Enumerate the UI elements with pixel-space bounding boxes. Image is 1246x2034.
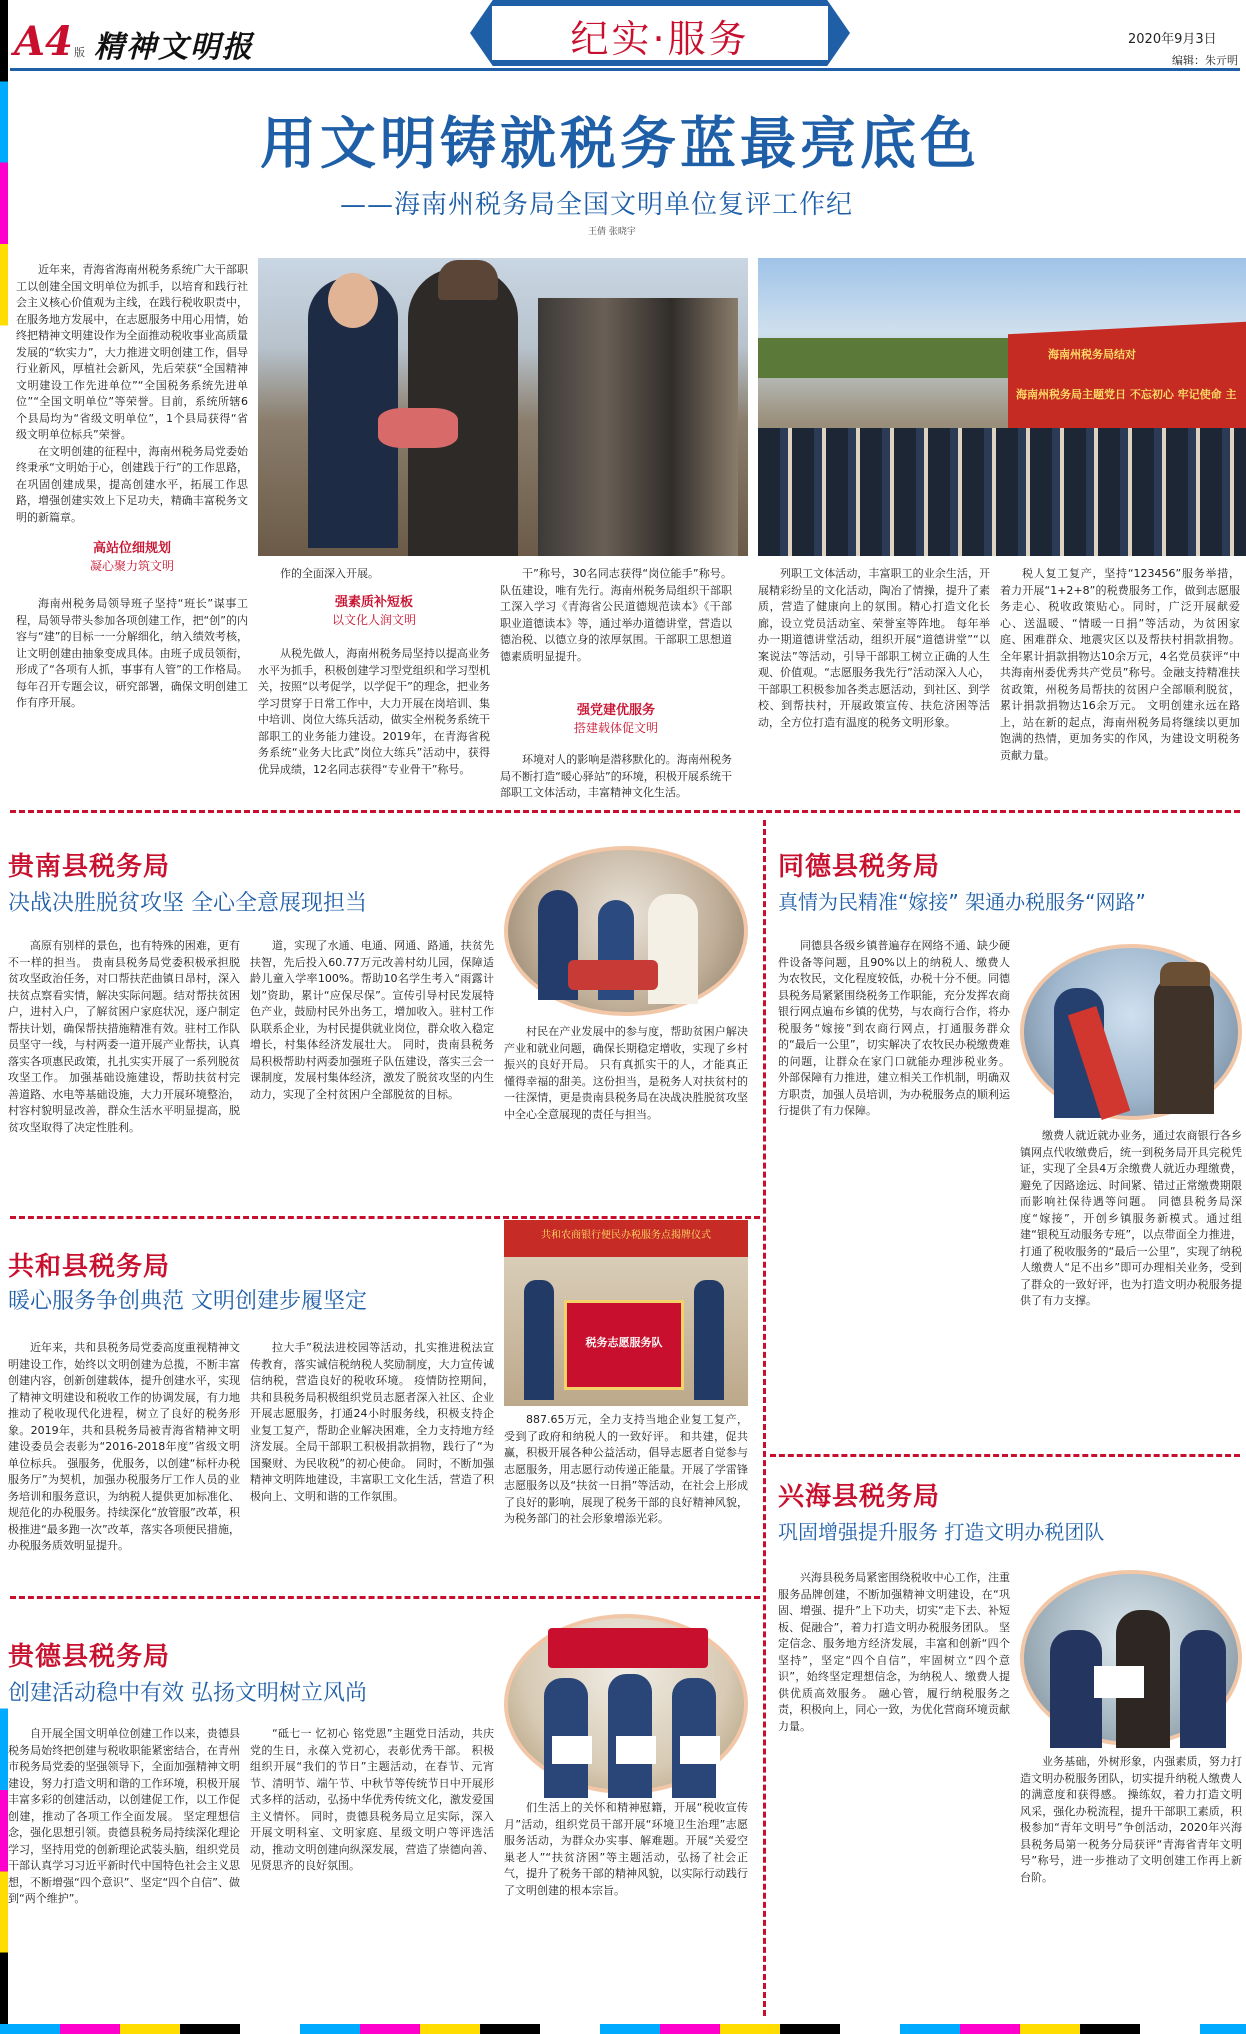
gh-subtitle: 暖心服务争创典范 文明创建步履坚定 bbox=[8, 1289, 367, 1314]
tr-title: 同德县税务局 bbox=[778, 852, 941, 882]
top-col1 bbox=[16, 540, 248, 575]
paper-name: 精神文明报 bbox=[94, 30, 254, 65]
gd-title: 贵德县税务局 bbox=[8, 1642, 171, 1672]
divider-vertical bbox=[763, 820, 766, 2016]
top-col5-text: 税人复工复产，坚持“123456”服务举措，着力开展“1+2+8”的税费服务工作，做到志愿服务走心、税收政策贴心。同时，广泛开展献爱心、送温暖、“情暖一日捐”等活动，为贫困家庭、困难群众、地震灾区以及帮扶村捐款捐物。全年累计捐款捐物达10余万元，4名党员获评“中共海南州委优秀共产党员”称号。金融支持精准扶贫政策，州税务局帮扶的贫困户全部顺利脱贫，累计捐款捐物达16余万元。 文明创建永远在路上，站在新的起点，海南州税务局将继续以更加饱满的热情，更加务实的作风，为建设文明税务贡献力量。 bbox=[1000, 567, 1240, 762]
top-col2-text: 从税先做人，海南州税务局坚持以提高业务水平为抓手，积极创建学习型党组织和学习型机关，按照“以考促学，以学促干”的理念，把业务学习贯穿于日常工作中，大力开展在岗培训、集中培训、岗位大练兵活动，做实全州税务系统干部职工的业务能力建设。2019年，在青海省税务系统“业务大比武”岗位大练兵”活动中，获得优异成绩，12名同志获得“专业骨干”称号。 bbox=[258, 647, 490, 776]
divider-gn bbox=[10, 1216, 760, 1219]
gh-banner-text: 共和农商银行便民办税服务点揭牌仪式 bbox=[541, 1230, 711, 1241]
editor: 编辑：朱亓明 bbox=[1172, 54, 1238, 67]
top-col1-text: 海南州税务局领导班子坚持“班长”谋事工程，局领导带头参加各项创建工作，把“创”的内容与“建”的目标一一分解细化，纳入绩效考核，让文明创建由抽象变成具体。由班子成员领衔，形成了“各项有人抓，事事有人管”的工作格局。每年召开专题会议，研究部署，确保文明创建工作有序开展。 bbox=[16, 597, 248, 709]
subhead-2: 强素质补短板 bbox=[334, 595, 413, 610]
section-title: 纪实·服务 bbox=[570, 17, 750, 61]
gn-title: 贵南县税务局 bbox=[8, 852, 171, 882]
photo-gd-circle bbox=[504, 1614, 748, 1794]
subhead-3: 强党建优服务 bbox=[576, 703, 655, 718]
tr-col1: 同德县各级乡镇普遍存在网络不通、缺少硬件设备等问题，且90%以上的纳税人、缴费人为农牧民，文化程度较低，办税十分不便。同德县税务局紧紧围绕税务工作职能，充分发挥农商银行网点遍布乡镇的优势，与农商行合作，将办税服务“嫁接”到农商行网点，打通服务群众的“最后一公里”，切实解决了农牧民办税缴费难的问题，让群众在家门口就能办理涉税业务。 外部保障有力推进，建立相关工作机制，明确双方职责，加强人员培训，为办税服务点的顺利运行提供了有力保障。 bbox=[778, 939, 1010, 1117]
xh-col2: 业务基础，外树形象，内强素质，努力打造文明办税服务团队，切实提升纳税人缴费人的满意度和获得感。 操练奴，着力打造文明风采，强化办税流程，提升干部职工素质，积极参加“青年文明号”争创活动，2020年兴海县税务局第一税务分局获评“青海省青年文明号”称号，进一步推动了文明创建工作再上新台阶。 bbox=[1020, 1755, 1242, 1884]
gd-col1: 自开展全国文明单位创建工作以来，贵德县税务局始终把创建与税收职能紧密结合，在青州市税务局党委的坚强领导下，全面加强精神文明建设，努力打造文明和谐的工作环境，积极开展丰富多彩的创建活动，以创建促工作，以工作促创建，推动了各项工作全面发展。 坚定理想信念，强化思想引领。贵德县税务局持续深化理论学习，坚持用党的创新理论武装头脑，组织党员干部认真学习习近平新时代中国特色社会主义思想，不断增强“四个意识”、坚定“四个自信”、做到“两个维护”。 bbox=[8, 1727, 240, 1905]
subhead-3b: 搭建载体促文明 bbox=[573, 721, 658, 735]
issue-date: 2020年9月3日 bbox=[1128, 32, 1217, 47]
divider-gh bbox=[10, 1596, 760, 1599]
top-col2-sub bbox=[258, 594, 490, 629]
top-col2-head: 作的全面深入开展。 bbox=[280, 567, 379, 580]
gn-col2: 道，实现了水通、电通、网通、路通，扶贫先扶智，先后投入60.77万元改善村幼儿园，保障适龄儿童入学率100%。帮助10名学生考入“雨露计划”资助，累计“应保尽保”。宣传引导村民发展特色产业，鼓励村民外出务工，增加收入。驻村工作队联系企业，为村民提供就业岗位，群众收入稳定增长，村集体经济发展壮大。 同时，贵南县税务局积极帮助村两委加强班子队伍建设，落实三会一课制度，发展村集体经济，激发了脱贫攻坚的内生动力，实现了全村贫困户全部脱贫的目标。 bbox=[250, 939, 494, 1101]
photo-gn-circle bbox=[504, 846, 748, 1016]
page-label: A4 bbox=[14, 18, 73, 65]
xh-subtitle: 巩固增强提升服务 打造文明办税团队 bbox=[778, 1520, 1105, 1544]
photo-visit-elder bbox=[258, 258, 748, 556]
top-col3-sub bbox=[500, 702, 732, 737]
section-banner bbox=[470, 0, 850, 66]
xh-title: 兴海县税务局 bbox=[778, 1482, 941, 1512]
gh-col3: 887.65万元，全力支持当地企业复工复产，受到了政府和纳税人的一致好评。 和共建，促共赢，积极开展各种公益活动，倡导志愿者自觉参与志愿服务，用志愿行动传递正能量。开展了学雷锋志愿服务以及“扶贫一日捐”等活动，在社会上形成了良好的影响，展现了税务干部的良好精神风貌，为税务部门的社会形象增添光彩。 bbox=[504, 1413, 748, 1525]
top-col4-text: 列职工文体活动，丰富职工的业余生活，开展精彩纷呈的文化活动，陶冶了情操，提升了素质，营造了健康向上的氛围。精心打造文化长廊，设立党员活动室、荣誉室等阵地。 每年举办一期道德讲堂活动，组织开展“道德讲堂”“以案说法”等活动，引导干部职工树立正确的人生观、价值观。“志愿服务我先行”活动深入人心，干部职工积极参加各类志愿活动，到社区、到学校、到帮扶村，开展政策宣传、扶危济困等活动，全方位打造有温度的税务文明形象。 bbox=[758, 567, 990, 729]
photo-slogan-text: 海南州税务局主题党日 不忘初心 牢记使命 主 bbox=[1016, 388, 1237, 401]
divider-top bbox=[10, 810, 1240, 813]
gd-col3: 们生活上的关怀和精神慰籍，开展“税收宣传月”活动，组织党员干部开展“环境卫生治理”志愿服务活动，为群众办实事、解难题。开展“关爱空巢老人”“扶贫济困”等主题活动，弘扬了社会正气，提升了税务干部的精神风貌，以实际行动践行了文明创建的根本宗旨。 bbox=[504, 1801, 748, 1897]
subhead-1b: 凝心聚力筑文明 bbox=[89, 559, 174, 573]
gh-col2: 拉大手”税法进校园等活动，扎实推进税法宣传教育，落实诚信税纳税人奖励制度，大力宣传诚信纳税，营造良好的税收环境。 疫情防控期间，共和县税务局积极组织党员志愿者深入社区、企业开展志愿服务，打通24小时服务线，积极支持企业复工复产，帮助企业解决困难，全力支持地方经济发展。全局干部职工积极捐款捐物，践行了“为国聚财、为民收税”的初心使命。 同时，不断加强精神文明阵地建设，丰富职工文化生活，营造了积极向上、文明和谐的工作氛围。 bbox=[250, 1341, 494, 1503]
page-subtitle: ——海南州税务局全国文明单位复评工作纪 bbox=[340, 190, 854, 220]
top-col3b-text: 环境对人的影响是潜移默化的。海南州税务局不断打造“暖心驿站”的环境，积极开展系统干部职工文体活动，丰富精神文化生活。 bbox=[500, 753, 732, 799]
gn-subtitle: 决战决胜脱贫攻坚 全心全意展现担当 bbox=[8, 891, 367, 916]
photo-party-group bbox=[758, 258, 1246, 556]
gn-col1: 高原有别样的景色，也有特殊的困难，更有不一样的担当。 贵南县税务局党委积极承担脱贫攻坚政治任务，对口帮扶茫曲镇日昂村，深入扶贫点察看实情，解决实际问题。结对帮扶贫困户，进村入户，了解贫困户家庭状况，逐户制定帮扶计划，确保帮扶措施精准有效。驻村工作队员坚守一线，与村两委一道开展产业帮扶，认真落实各项惠民政策，扎扎实实开展了一系列脱贫攻坚工作。 加强基础设施建设，帮助扶贫村完善道路、水电等基础设施，大力开展环境整治，村容村貌明显改善，群众生活水平明显提高，脱贫攻坚取得了决定性胜利。 bbox=[8, 939, 240, 1134]
subhead-1: 高站位细规划 bbox=[92, 541, 171, 556]
photo-tr-circle bbox=[1020, 944, 1242, 1120]
top-article-lead: 近年来，青海省海南州税务系统广大干部职工以创建全国文明单位为抓手，以培育和践行社会主义核心价值观为主线，在践行税收职责中，在服务地方发展中，在志愿服务中用心用情，始终把精神文明建设作为全面推动税收事业高质量发展的“软实力”，大力推进文明创建工作，倡导行业新风，厚植社会新风，先后荣获“全国精神文明建设工作先进单位”“全国税务系统先进单位”“全国文明单位”等荣誉。目前，系统所辖6个县局均为“省级文明单位”，1个县局获得“省级文明单位标兵”荣誉。 在文明创建的征程中，海南州税务局党委始终秉承“文明始于心，创建践于行”的工作思路，在巩固创建成果，提高创建水平，拓展工作思路，增强创建实效上下足功夫，精确丰富税务文明的新篇章。 bbox=[16, 263, 248, 524]
bottom-color-strip bbox=[0, 2024, 1246, 2034]
gn-col3: 村民在产业发展中的参与度，帮助贫困户解决产业和就业问题，确保长期稳定增收，实现了乡村振兴的良好开局。 只有真抓实干的人，才能真正懂得幸福的甜美。这份担当，是税务人对扶贫村的一往深情，更是贵南县税务局在决战决胜脱贫攻坚中全心全意展现的责任与担当。 bbox=[504, 1025, 748, 1121]
photo-banner-text: 海南州税务局结对 bbox=[1048, 348, 1136, 361]
gh-col1: 近年来，共和县税务局党委高度重视精神文明建设工作，始终以文明创建为总揽，不断丰富创建内容，创新创建载体，提升创建水平，实现了精神文明建设和税收工作的协调发展，有力地推动了税收现代化进程，树立了良好的税务形象。2019年，共和县税务局被青海省精神文明建设委员会表彰为“2016-2018年度”省级文明单位标兵。 强服务，优服务，以创建“标杆办税服务厅”为契机，加强办税服务厅工作人员的业务培训和服务意识，为纳税人提供更加标准化、规范化的办税服务。持续深化“放管服”改革，积极推进“最多跑一次”改革，落实各项便民措施，办税服务质效明显提升。 bbox=[8, 1341, 240, 1552]
gh-flag-text: 税务志愿服务队 bbox=[585, 1336, 663, 1349]
photo-xh-circle bbox=[1020, 1570, 1242, 1746]
masthead-rule bbox=[10, 68, 1240, 71]
color-bar bbox=[0, 0, 8, 2034]
gh-title: 共和县税务局 bbox=[8, 1252, 171, 1282]
gd-col2: “砥七一 忆初心 铭党恩”主题党日活动，共庆党的生日，永葆入党初心，表彰优秀干部。 积极组织开展“我们的节日”主题活动，在春节、元宵节、清明节、端午节、中秋节等传统节日中开展形式多样的活动，弘扬中华优秀传统文化，激发爱国主义情怀。 同时，贵德县税务局立足实际，深入开展文明科室、文明家庭、星级文明户等评选活动，推动文明创建向纵深发展，营造了崇德向善、见贤思齐的良好氛围。 bbox=[250, 1727, 494, 1872]
tr-subtitle: 真情为民精准“嫁接” 架通办税服务“网路” bbox=[778, 890, 1146, 914]
page-label-small: 版 bbox=[74, 46, 85, 59]
byline: 王倩 张晓宇 bbox=[588, 227, 636, 237]
page-title: 用文明铸就税务蓝最亮底色 bbox=[260, 112, 980, 177]
tr-col2: 缴费人就近就办业务，通过农商银行各乡镇网点代收缴费后，统一到税务局开具完税凭证，实现了全县4万余缴费人就近办理缴费，避免了因路途远、时间紧、错过正常缴费期限而影响社保待遇等问题。 同德县税务局深度“嫁接”，开创乡镇服务新模式。通过组建“银税互动服务专班”，以点带面全力推进，打通了税收服务的“最后一公里”，实现了纳税人缴费人“足不出乡”即可办理相关业务，受到了群众的一致好评，也为打造文明办税服务提供了有力支撑。 bbox=[1020, 1129, 1242, 1307]
xh-col1: 兴海县税务局紧密围绕税收中心工作，注重服务品牌创建，不断加强精神文明建设，在“巩固、增强、提升”上下功夫，切实“走下去、补短板、促融合”，着力打造文明办税服务团队。 坚定信念、服务地方经济发展，丰富和创新“四个坚持”，坚定“四个自信”，牢固树立“四个意识”，始终坚定理想信念，为纳税人、缴费人提供优质高效服务。 融心管，履行纳税服务之责，积极向上，同心一致，为优化营商环境贡献力量。 bbox=[778, 1571, 1010, 1733]
photo-gh-ceremony bbox=[504, 1220, 748, 1406]
top-col3-text: 干”称号，30名同志获得“岗位能手”称号。 队伍建设，唯有先行。海南州税务局组织干部职工深入学习《青海省公民道德规范读本》《干部职业道德读本》等，通过举办道德讲堂，营造以德治税、以德立身的浓厚氛围。干部职工思想道德素质明显提升。 bbox=[500, 567, 732, 663]
gd-subtitle: 创建活动稳中有效 弘扬文明树立风尚 bbox=[8, 1681, 367, 1706]
masthead bbox=[0, 0, 1246, 80]
divider-tr bbox=[770, 1454, 1240, 1457]
subhead-2b: 以文化人润文明 bbox=[331, 613, 416, 627]
